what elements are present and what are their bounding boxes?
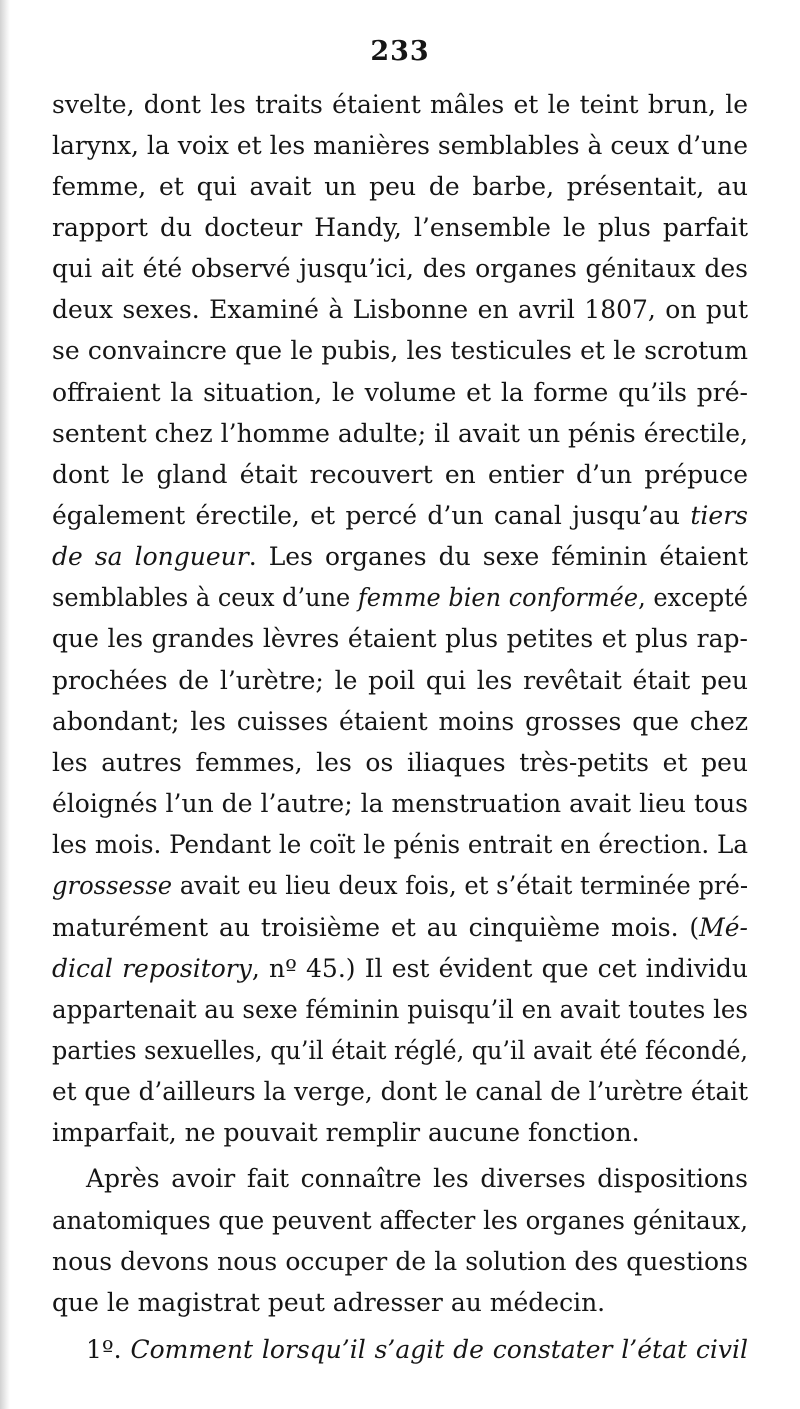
- line-11-italic: tiers: [690, 501, 748, 530]
- line-20-italic: grossesse: [52, 871, 173, 900]
- text-line-19: les mois. Pendant le coït le pénis entrait en érection. La: [52, 830, 748, 859]
- text-line-26: imparfait, ne pouvait remplir aucune fonction.: [52, 1118, 640, 1147]
- text-line-25: et que d’ailleurs la verge, dont le canal de l’urètre était: [52, 1077, 749, 1106]
- text-line-23: appartenait au sexe féminin puisqu’il en avait toutes les: [52, 995, 748, 1024]
- text-line-22: [52, 950, 748, 988]
- text-line-18: éloignés l’un de l’autre; la menstruation avait lieu tous: [52, 789, 748, 818]
- text-line-24: parties sexuelles, qu’il était réglé, qu’il avait été fécondé,: [52, 1036, 749, 1065]
- text-line-30: que le magistrat peut adresser au médecin.: [52, 1288, 606, 1317]
- line-12-text: . Les organes du sexe féminin étaient: [248, 542, 749, 571]
- line-21-italic: Mé-: [699, 913, 748, 942]
- text-line-12: [52, 538, 748, 576]
- text-line-5: qui ait été observé jusqu’ici, des organes génitaux des: [52, 254, 748, 283]
- line-21-text: maturément au troisième et au cinquième mois. (: [52, 913, 700, 942]
- text-line-31: [86, 1331, 748, 1369]
- line-31-italic: Comment lorsqu’il s’agit de constater l’état civil: [130, 1335, 748, 1364]
- text-line-28: anatomiques que peuvent affecter les organes génitaux,: [52, 1206, 748, 1235]
- text-line-7: se convaincre que le pubis, les testicules et le scrotum: [52, 336, 748, 365]
- text-line-21: [52, 909, 748, 947]
- text-line-14: que les grandes lèvres étaient plus petites et plus rap-: [52, 624, 748, 653]
- line-11-text: également érectile, et percé d’un canal jusqu’au: [52, 501, 691, 530]
- text-line-29: nous devons nous occuper de la solution des questions: [52, 1247, 748, 1276]
- text-line-13: [52, 579, 748, 617]
- line-13-text-a: semblables à ceux d’une: [52, 583, 358, 612]
- text-line-9: sentent chez l’homme adulte; il avait un pénis érectile,: [52, 419, 749, 448]
- text-line-20: [52, 867, 748, 905]
- text-line-2: larynx, la voix et les manières semblables à ceux d’une: [52, 131, 749, 160]
- text-line-3: femme, et qui avait un peu de barbe, présentait, au: [52, 172, 748, 201]
- line-20-text: avait eu lieu deux fois, et s’était terminée pré-: [172, 871, 749, 900]
- text-line-16: abondant; les cuisses étaient moins grosses que chez: [52, 707, 748, 736]
- text-line-17: les autres femmes, les os iliaques très-petits et peu: [52, 748, 748, 777]
- text-line-1: svelte, dont les traits étaient mâles et le teint brun, le: [52, 90, 748, 119]
- text-line-11: [52, 497, 748, 535]
- text-line-6: deux sexes. Examiné à Lisbonne en avril 1807, on put: [52, 295, 748, 324]
- text-line-10: dont le gland était recouvert en entier d’un prépuce: [52, 460, 748, 489]
- text-line-15: prochées de l’urètre; le poil qui les revêtait était peu: [52, 666, 748, 695]
- text-line-27: Après avoir fait connaître les diverses dispositions: [86, 1164, 748, 1193]
- line-12-italic: de sa longueur: [52, 542, 249, 571]
- text-line-8: offraient la situation, le volume et la forme qu’ils pré-: [52, 378, 748, 407]
- line-13-text-b: , excepté: [638, 583, 748, 612]
- line-31-text: 1º.: [86, 1335, 131, 1364]
- line-22-italic: dical repository: [52, 954, 252, 983]
- page-number: 233: [370, 36, 430, 67]
- text-line-4: rapport du docteur Handy, l’ensemble le plus parfait: [52, 213, 748, 242]
- line-22-text: , nº 45.) Il est évident que cet individu: [251, 954, 748, 983]
- line-13-italic: femme bien conformée: [357, 583, 639, 612]
